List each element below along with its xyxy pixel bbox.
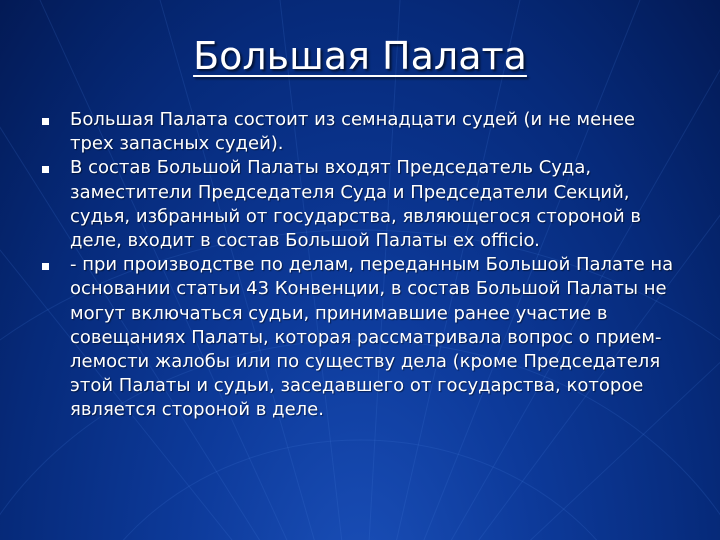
bullet-text: В состав Большой Палаты входят Председатель Суда, заместители Председателя Суда и Председатели Секций, судья, избранный от государства, являющегося стороной в деле, входит в состав Большой Палаты ex officio.	[70, 157, 641, 252]
bullet-text: - при производстве по делам, переданным Большой Палате на основании статьи 43 Конвенции, в состав Большой Палаты не могут включаться судьи, принимавшие ранее участие в совещаниях Палаты, которая рассматривала вопрос о прием-лемости жалобы или по существу дела (кроме Председателя этой Палаты и судьи, заседавшего от государства, которое является стороной в деле.	[70, 254, 674, 421]
bullet-item	[40, 253, 680, 422]
bullet-list	[40, 108, 680, 423]
bullet-text: Большая Палата состоит из семнадцати судей (и не менее трех запасных судей).	[70, 109, 636, 155]
slide-title: Большая Палата	[193, 34, 527, 78]
square-bullet-icon	[42, 118, 49, 125]
square-bullet-icon	[42, 166, 49, 173]
bullet-item	[40, 108, 680, 156]
bullet-item	[40, 156, 680, 253]
square-bullet-icon	[42, 263, 49, 270]
